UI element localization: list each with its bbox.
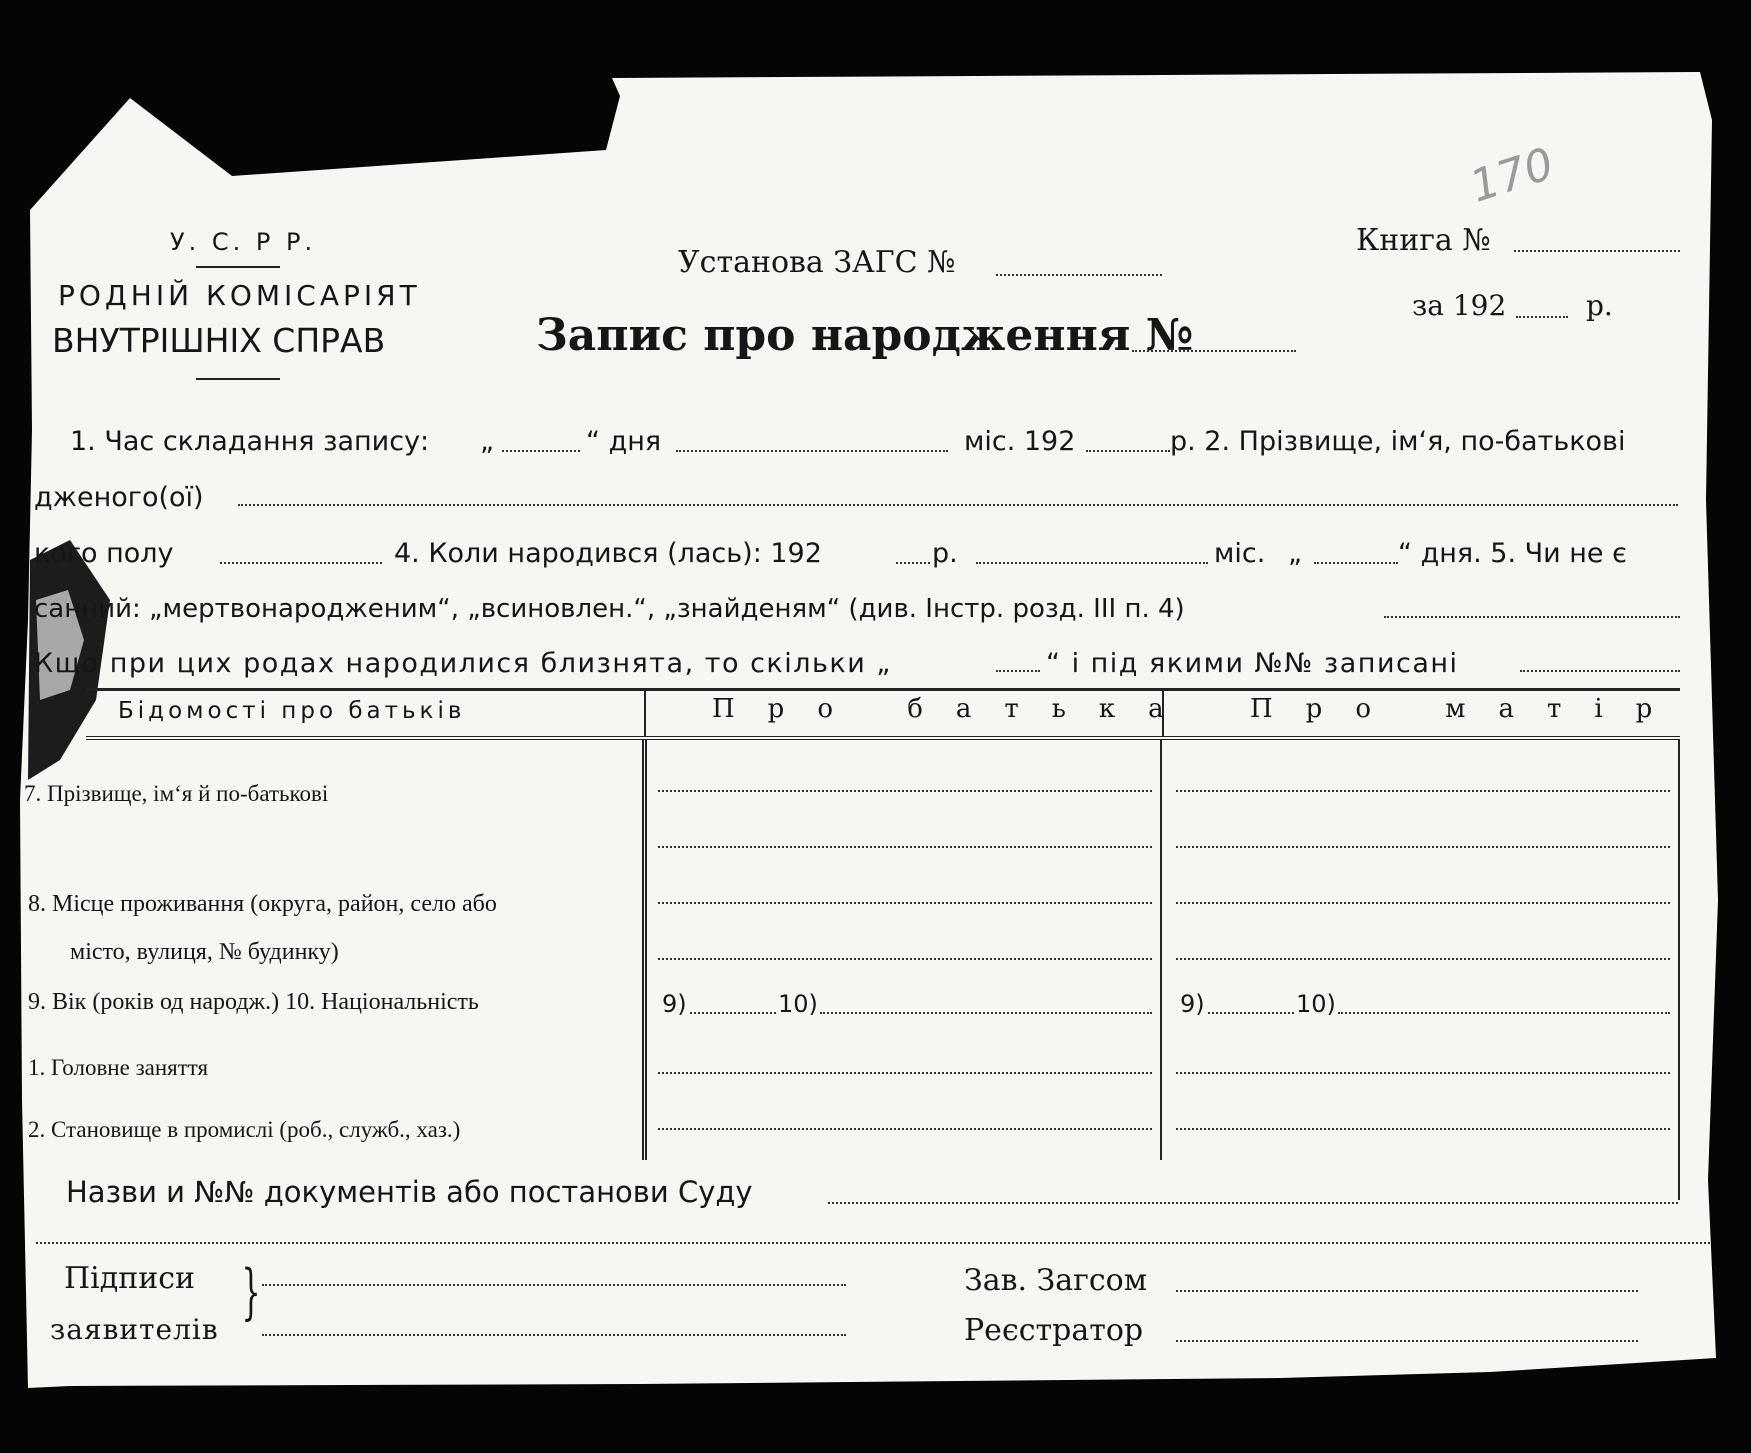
field1-day-number [502, 450, 580, 452]
field2-value [238, 504, 1678, 506]
republic-label: У. С. Р Р. [170, 228, 317, 256]
field3-label: кого полу [34, 538, 174, 569]
father-nationality-label: 10) [778, 990, 818, 1018]
applicant-signature-1 [262, 1284, 846, 1286]
table-vertical-line-2 [1160, 740, 1162, 1160]
field4-month-label: міс. [1214, 538, 1266, 569]
table-vertical-line-3 [1678, 740, 1680, 1200]
row9-label: 9. Вік (років од народж.) 10. Національність [28, 989, 479, 1015]
field4-month [976, 562, 1208, 564]
mother-age-value [1208, 1012, 1294, 1014]
field4-year-suffix: р. [932, 538, 958, 569]
year-label: за 192 [1412, 289, 1507, 322]
field1-quote-open: „ [480, 426, 494, 457]
field4-day [1314, 562, 1398, 564]
year-field [1516, 316, 1568, 318]
field5-continuation: санний: „мертвонародженим“, „всиновлен.“, „знайденям“ (див. Інстр. розд. III п. 4) [34, 594, 1185, 624]
mother-row8-line1 [1176, 902, 1670, 904]
row11-label: 1. Головне заняття [28, 1055, 209, 1080]
registrar-label: Реєстратор [964, 1313, 1144, 1348]
signatures-label-line1: Підписи [64, 1261, 196, 1296]
field4-year [896, 562, 930, 564]
father-row12 [658, 1128, 1152, 1130]
head-label: Зав. Загсом [964, 1263, 1148, 1298]
field6-end-label: “ і під якими №№ записані [1046, 648, 1459, 679]
documents-label: Назви и №№ документів або постанови Суду [66, 1175, 753, 1209]
field4-label: 4. Коли народився (лась): 192 [394, 538, 822, 569]
field1-label: 1. Час складання запису: [70, 426, 430, 457]
table-header-divider-1 [644, 690, 646, 736]
father-age-value [690, 1012, 776, 1014]
field6-value [1520, 670, 1680, 672]
record-number-field [1132, 350, 1296, 352]
mother-age-label: 9) [1180, 990, 1205, 1018]
field1-year-label: міс. 192 [964, 426, 1076, 457]
field1-day-label: “ дня [586, 426, 662, 457]
field2-continuation: дженого(ої) [34, 482, 204, 513]
field6-label: Кщо при цих родах народилися близнята, то скільки „ [34, 648, 892, 679]
field4-quote-open: „ [1288, 538, 1302, 569]
field2-label: р. 2. Прізвище, ім‘я, по-батькові [1170, 426, 1626, 457]
republic-underline [196, 266, 280, 268]
table-vertical-line-1 [642, 740, 647, 1160]
book-number-field [1514, 250, 1680, 252]
field6-count [996, 670, 1040, 672]
table-header-info: Бідомості про батьків [118, 698, 466, 724]
row8-label-line2: місто, вулиця, № будинку) [70, 939, 339, 965]
mother-row7-line2 [1176, 846, 1670, 848]
row8-label-line1: 8. Місце проживання (округа, район, село або [28, 891, 497, 917]
father-row7-line1 [658, 790, 1152, 792]
commissariat-line1: РОДНІЙ КОМІСАРІЯТ [58, 279, 421, 312]
father-row7-line2 [658, 846, 1152, 848]
signatures-label-line2: заявителів [50, 1313, 219, 1346]
book-label: Книга № [1356, 223, 1491, 258]
field5-label: “ дня. 5. Чи не є [1398, 538, 1627, 569]
commissariat-line2: ВНУТРІШНІХ СПРАВ [52, 321, 386, 360]
father-row11 [658, 1072, 1152, 1074]
field5-value [1384, 616, 1680, 618]
mother-row8-line2 [1176, 958, 1670, 960]
father-nationality-value [820, 1012, 1152, 1014]
field3-value [220, 562, 382, 564]
institution-number-field [996, 274, 1162, 276]
year-suffix: р. [1586, 289, 1613, 322]
mother-row11 [1176, 1072, 1670, 1074]
signatures-brace: } [241, 1257, 261, 1327]
father-row8-line1 [658, 902, 1152, 904]
institution-label: Установа ЗАГС № [678, 245, 956, 280]
head-signature [1176, 1290, 1638, 1292]
handwritten-number: 170 [1464, 138, 1560, 213]
table-header-father: Про батька [712, 694, 1197, 724]
document-title: Запис про народження № [536, 310, 1194, 361]
father-age-label: 9) [662, 990, 687, 1018]
registrar-signature [1176, 1340, 1638, 1342]
row12-label: 2. Становище в промислі (роб., служб., хаз.) [28, 1117, 461, 1142]
row7-label: 7. Прізвище, ім‘я й по-батькові [24, 781, 329, 806]
table-header-border [86, 736, 1680, 740]
mother-nationality-label: 10) [1296, 990, 1336, 1018]
documents-value [828, 1202, 1678, 1204]
documents-value-line2 [36, 1242, 1710, 1244]
mother-nationality-value [1338, 1012, 1670, 1014]
mother-row12 [1176, 1128, 1670, 1130]
field1-year [1086, 450, 1170, 452]
table-header-mother: Про матір [1250, 694, 1686, 724]
mother-row7-line1 [1176, 790, 1670, 792]
field1-month [676, 450, 948, 452]
father-row8-line2 [658, 958, 1152, 960]
commissariat-underline [196, 378, 280, 380]
applicant-signature-2 [262, 1334, 846, 1336]
table-top-border [86, 688, 1680, 691]
